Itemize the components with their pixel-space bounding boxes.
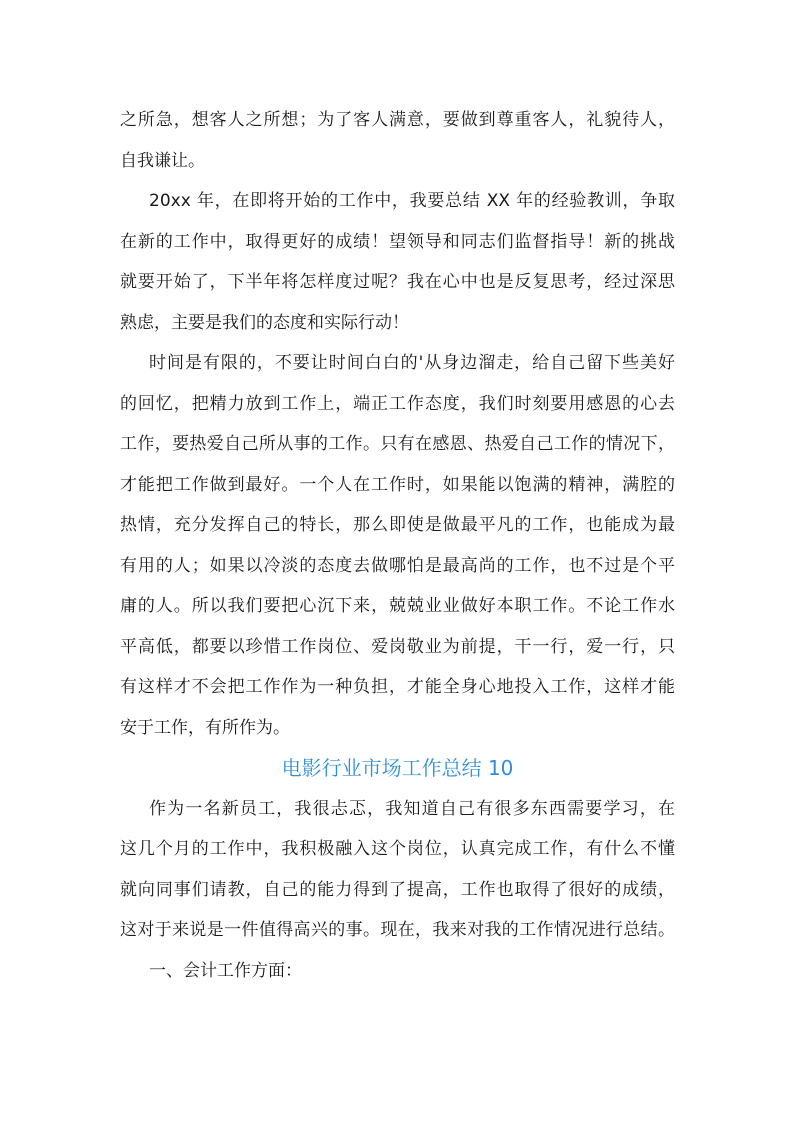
text-line: 热情，充分发挥自己的特长，那么即使是做最平凡的工作，也能成为最 (120, 515, 675, 535)
text-line: 这几个月的工作中，我积极融入这个岗位，认真完成工作，有什么不懂 (120, 839, 675, 859)
paragraph-attitude (120, 343, 675, 748)
text-line: 作为一名新员工，我很忐忑，我知道自己有很多东西需要学习，在 (149, 798, 675, 819)
text-line: 平高低，都要以珍惜工作岗位、爱岗敬业为前提，干一行，爱一行，只 (120, 636, 675, 657)
text-line: 安于工作，有所作为。 (120, 717, 290, 738)
text-line: 工作，要热爱自己所从事的工作。只有在感恩、热爱自己工作的情况下， (120, 434, 675, 454)
paragraph-subsection (120, 951, 675, 992)
document-page (120, 100, 675, 991)
section-heading: 电影行业市场工作总结 10 (281, 756, 514, 780)
text-line: 有用的人；如果以冷淡的态度去做哪怕是最高尚的工作，也不过是个平 (120, 555, 675, 576)
text-line: 就要开始了，下半年将怎样度过呢？我在心中也是反复思考，经过深思 (120, 272, 675, 292)
text-line: 有这样才不会把工作作为一种负担，才能全身心地投入工作，这样才能 (120, 677, 675, 697)
text-line: 在新的工作中，取得更好的成绩！望领导和同志们监督指导！新的挑战 (120, 231, 675, 252)
text-line: 熟虑，主要是我们的态度和实际行动！ (120, 312, 409, 333)
text-line: 就向同事们请教，自己的能力得到了提高，工作也取得了很好的成绩， (120, 879, 675, 900)
paragraph-continuation (120, 100, 675, 181)
text-line: 的回忆，把精力放到工作上，端正工作态度，我们时刻要用感恩的心去 (120, 393, 675, 414)
subsection-heading: 一、会计工作方面： (149, 960, 302, 981)
text-line: 庸的人。所以我们要把心沉下来，兢兢业业做好本职工作。不论工作水 (120, 596, 675, 616)
text-line: 自我谦让。 (120, 150, 205, 171)
paragraph-plan (120, 181, 675, 343)
text-line: 20xx 年，在即将开始的工作中，我要总结 XX 年的经验教训，争取 (149, 191, 675, 211)
text-line: 才能把工作做到最好。一个人在工作时，如果能以饱满的精神，满腔的 (120, 474, 675, 495)
text-line: 之所急，想客人之所想；为了客人满意，要做到尊重客人，礼貌待人， (120, 110, 675, 130)
paragraph-new-employee (120, 789, 675, 951)
text-line: 时间是有限的，不要让时间白白的'从身边溜走，给自己留下些美好 (149, 353, 675, 373)
text-line: 这对于来说是一件值得高兴的事。现在，我来对我的工作情况进行总结。 (120, 920, 675, 940)
